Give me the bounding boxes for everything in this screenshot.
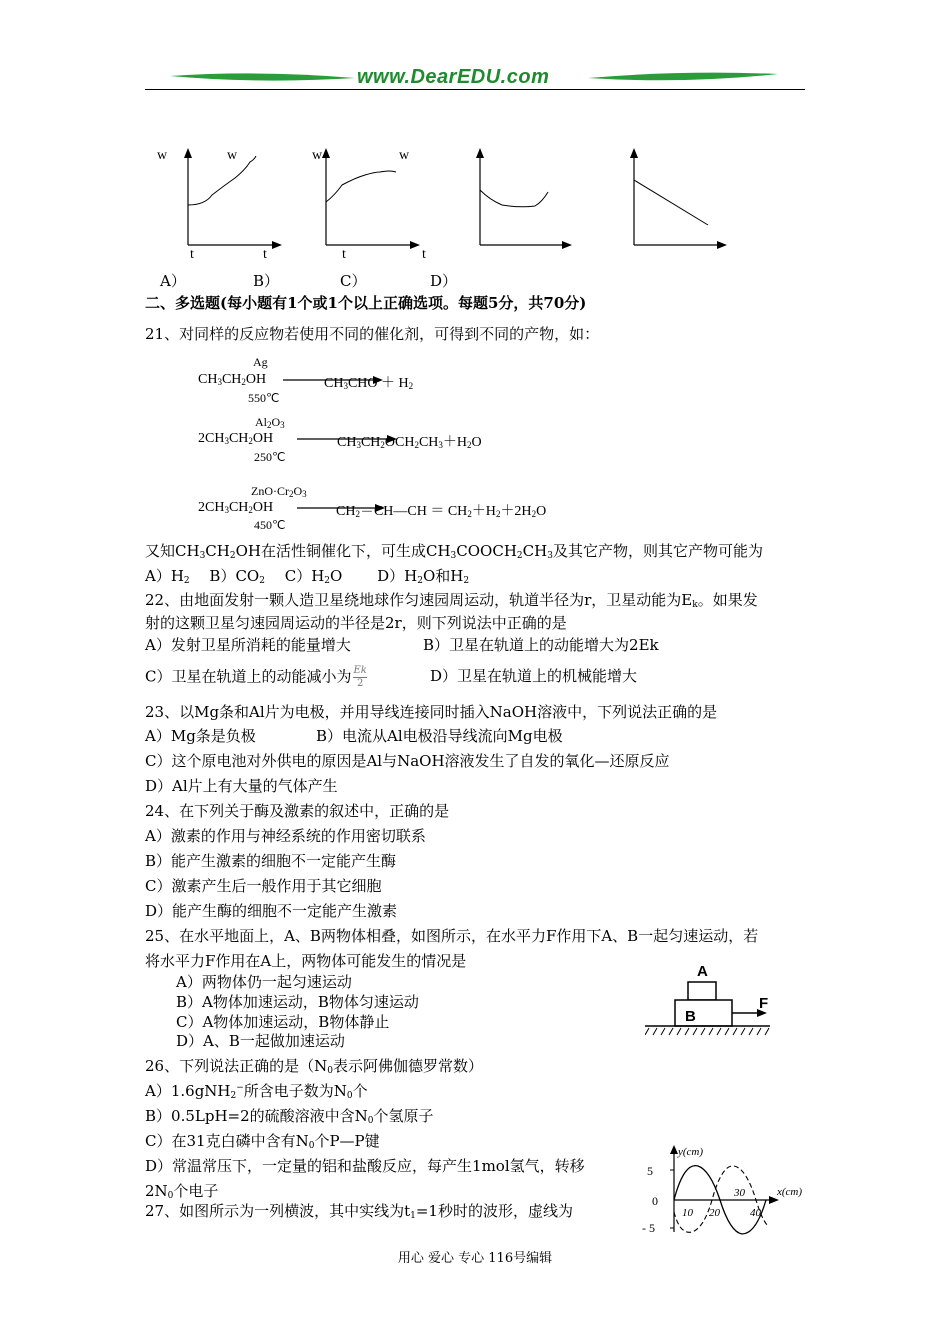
graph-label-w: w [227,148,238,163]
q21-r3-reactant: $2CH_3CH_2OH$ [198,500,274,515]
q24-option-c: C）激素产生后一般作用于其它细胞 [145,877,382,895]
y-axis-label: y(cm) [678,1146,704,1158]
q25-blocks-figure [645,955,775,1040]
q27-wave-figure [642,1140,817,1240]
graph-label-t: t [422,247,426,262]
q27-stem: 27、如图所示为一列横波，其中实线为$t_1=1$秒时的波形，虚线为 [145,1202,573,1221]
q23-stem: 23、以Mg条和Al片为电极，并用导线连接同时插入NaOH溶液中，下列说法正确的是 [145,703,718,721]
q21-r2-reactant: $2CH_3CH_2OH$ [198,431,274,446]
q26-option-d-line1: D）常温常压下，一定量的铝和盐酸反应，每产生1mol氢气，转移 [145,1157,585,1175]
q21-r1-reactant: $CH_3CH_2OH$ [198,372,267,387]
q24-stem: 24、在下列关于酶及激素的叙述中，正确的是 [145,802,450,820]
q23-option-d: D）Al片上有大量的气体产生 [145,777,338,795]
fraction-ek-over-2: $\frac{Ek}{2}$ [353,665,367,689]
q21-r2-temp: 250℃ [254,450,286,464]
q21-r3-product: $CH_2=CH—CH = CH_2+H_2+2H_2O$ [336,504,547,519]
graph-option-a: A） [160,272,186,290]
q26-option-b: B）0.5LpH=2的硫酸溶液中含$N_0$个氢原子 [145,1107,434,1126]
q21-r1-product: $CH_3CHO + H_2$ [324,376,414,391]
q24-option-b: B）能产生激素的细胞不一定能产生酶 [145,852,397,870]
q21-r3-temp: 450℃ [254,518,286,532]
q21-r2-catalyst: $Al_2O_3$ [255,415,285,430]
graph-label-w: w [399,148,410,163]
q22-option-c: C）卫星在轨道上的动能减小为 $\frac{Ek}{2}$ [145,665,367,689]
x-tick-40: 40 [750,1207,761,1219]
q25-option-b: B）A物体加速运动，B物体匀速运动 [176,993,419,1011]
q25-stem-1: 25、在水平地面上，A、B两物体相叠，如图所示，在水平力F作用下A、B一起匀速运动，若 [145,927,759,945]
q26-option-c: C）在31克白磷中含有$N_0$个P—P键 [145,1132,380,1151]
q25-option-d: D）A、B一起做加速运动 [176,1032,345,1050]
graph-label-w: w [312,148,323,163]
graph-option-d: D） [430,272,458,290]
block-a-label: A [697,963,708,980]
q22-option-b: B）卫星在轨道上的动能增大为2Ek [423,636,659,654]
logo-left-swoosh [170,70,355,86]
q22-option-d: D）卫星在轨道上的机械能增大 [430,667,638,685]
graph-label-w: w [157,148,168,163]
graph-label-t: t [342,247,346,262]
header-rule [145,89,805,90]
x-tick-10: 10 [682,1207,693,1219]
graph-option-b: B） [253,272,280,290]
q23-option-b: B）电流从Al电极沿导线流向Mg电极 [316,727,563,745]
q21-r1-temp: 550℃ [248,391,280,405]
q23-option-c: C）这个原电池对外供电的原因是Al与NaOH溶液发生了自发的氧化—还原反应 [145,752,670,770]
q24-option-a: A）激素的作用与神经系统的作用密切联系 [145,827,426,845]
x-tick-30: 30 [734,1187,745,1199]
graph-option-c: C） [340,272,367,290]
x-axis-label: x(cm) [777,1186,803,1198]
site-logo: www.DearEDU.com [357,66,550,88]
logo-right-swoosh [588,70,778,86]
q26-option-a: A）1.6gNH$_2$−所含电子数为$N_0$个 [145,1082,368,1101]
q24-option-d: D）能产生酶的细胞不一定能产生激素 [145,902,398,920]
graph-label-t: t [190,247,194,262]
q25-option-a: A）两物体仍一起匀速运动 [176,973,352,991]
q22-stem-1: 22、由地面发射一颗人造卫星绕地球作匀速园周运动，轨道半径为r，卫星动能为$E_k$。如果发 [145,591,758,610]
page-footer: 用心 爱心 专心 116号编辑 [397,1251,553,1266]
q21-r3-catalyst: $ZnO\cdot Cr_2O_3$ [251,484,307,499]
graph-c [476,148,572,249]
q21-line2: 又知$CH_3CH_2OH$在活性铜催化下，可生成$CH_3COOCH_2CH_3$及其它产物，则其它产物可能为 [145,542,763,561]
y-tick-minus5: - 5 [642,1221,655,1235]
q26-stem: 26、下列说法正确的是（$N_0$表示阿佛伽德罗常数） [145,1057,483,1076]
q23-option-a: A）Mg条是负极 [145,727,256,745]
q21-options: $A)H_2$ $B)CO_2$ $C)H_2O$ $D)H_2O$和$H_2$ [145,567,470,586]
y-tick-5: 5 [647,1164,653,1178]
q21-r2-product: $CH_3CH_2OCH_2CH_3+H_2O$ [337,435,482,450]
y-tick-0: 0 [652,1194,658,1208]
q25-option-c: C）A物体加速运动，B物体静止 [176,1013,390,1031]
q21-r1-catalyst: Ag [253,355,268,369]
q25-stem-2: 将水平力F作用在A上，两物体可能发生的情况是 [145,952,467,970]
q26-option-d-line2: $2N_0$个电子 [145,1182,219,1201]
force-f-label: F [759,995,769,1012]
q21-stem: 21、对同样的反应物若使用不同的催化剂，可得到不同的产物，如： [145,325,600,343]
q22-stem-2: 射的这颗卫星匀速园周运动的半径是2r，则下列说法中正确的是 [145,614,567,632]
graph-label-t: t [263,247,267,262]
block-b-label: B [685,1008,696,1025]
section-title: 二、多选题(每小题有1个或1个以上正确选项。每题5分，共70分) [145,294,587,312]
x-tick-20: 20 [709,1207,720,1219]
graph-d [630,148,727,249]
q22-option-a: A）发射卫星所消耗的能量增大 [145,636,351,654]
